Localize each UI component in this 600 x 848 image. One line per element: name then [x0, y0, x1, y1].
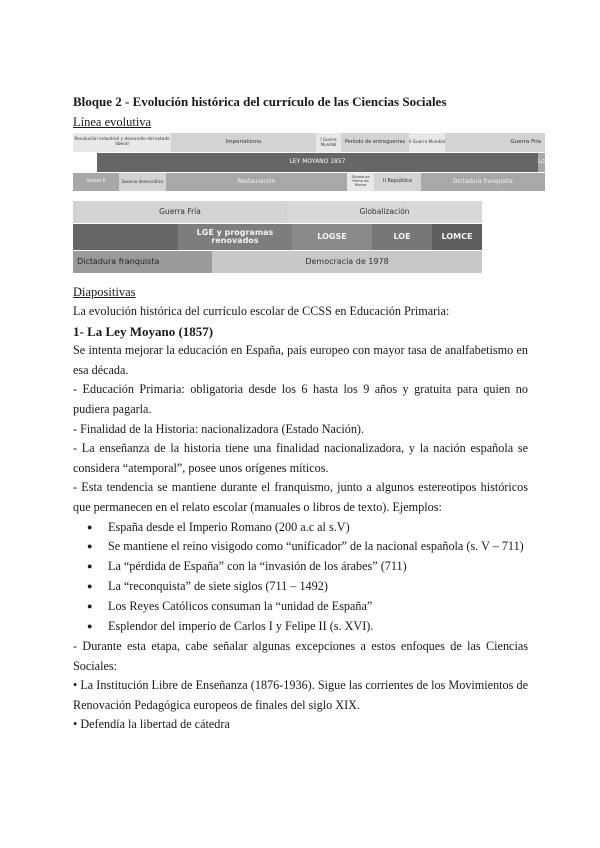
- intro-text: La evolución histórica del currículo escolar de CCSS en Educación Primaria:: [73, 304, 450, 318]
- timeline1-primo-rivera: Dictadura Primo de Rivera: [347, 173, 374, 191]
- paragraph: - Educación Primaria: obligatoria desde los 6 hasta los 9 años y gratuita para quien no pudiera pagarla.: [73, 382, 528, 416]
- timeline2-lomce: LOMCE: [432, 224, 482, 250]
- examples-list: [73, 518, 528, 637]
- timeline2-lge: LGE y programas renovados: [178, 224, 292, 250]
- paragraph: • La Institución Libre de Enseñanza (1876-1936). Sigue las corrientes de los Movimientos de Renovación Pedagógica europeos de finales del siglo XIX.: [73, 678, 528, 712]
- timeline2-dictadura-franquista: Dictadura franquista: [73, 251, 212, 273]
- timeline1-primera-guerra: I Guerra Mundial: [316, 133, 341, 152]
- timeline1-lg: LG: [538, 153, 545, 172]
- paragraph: Se intenta mejorar la educación en España, país europeo con mayor tasa de analfabetismo en esa década.: [73, 343, 528, 377]
- timeline1-sexenio: Sexenio democrático: [119, 173, 166, 191]
- body-content: [73, 302, 528, 735]
- timeline2-democracia: Democracia de 1978: [212, 251, 482, 273]
- linea-evolutiva-label: Línea evolutiva: [73, 115, 152, 129]
- paragraph: - La enseñanza de la historia tiene una finalidad nacionalizadora, y la nación española se considera “atemporal”, posee unos orígenes míticos.: [73, 441, 528, 475]
- list-item: ● La “pérdida de España” con la “invasión de los árabes” (711): [73, 557, 528, 577]
- timeline1-segunda-republica: II República: [374, 173, 421, 191]
- timeline1-revolucion-industrial: Revolución industrial y desarrollo del estado liberal: [73, 133, 171, 152]
- list-item: ● Esplendor del imperio de Carlos I y Felipe II (s. XVI).: [73, 617, 528, 637]
- timeline2-guerra-fria: Guerra Fría: [73, 201, 287, 223]
- list-item: ● Los Reyes Católicos consuman la “unidad de España”: [73, 597, 528, 617]
- timeline1-entreguerras: Período de entreguerras: [341, 133, 409, 152]
- timeline1-isabel-ii: Isabel II: [73, 173, 119, 191]
- timeline-1: [73, 133, 545, 191]
- timeline1-restauracion: Restauración: [166, 173, 347, 191]
- paragraph: • Defendía la libertad de cátedra: [73, 717, 230, 732]
- paragraph: - Durante esta etapa, cabe señalar algunas excepciones a estos enfoques de las Ciencias Sociales:: [73, 638, 528, 673]
- page-title: Bloque 2 - Evolución histórica del currículo de las Ciencias Sociales: [73, 94, 447, 109]
- list-item: ● La “reconquista” de siete siglos (711 – 1492): [73, 577, 528, 597]
- section-heading-ley-moyano: 1- La Ley Moyano (1857): [73, 323, 214, 339]
- timeline1-dictadura-franquista: Dictadura franquista: [421, 173, 545, 191]
- timeline1-segunda-guerra: II Guerra Mundial: [409, 133, 445, 152]
- timeline1-guerra-fria: Guerra Fría: [445, 133, 545, 152]
- timeline-2: [73, 201, 482, 273]
- timeline2-blank: [73, 224, 178, 250]
- timeline1-imperialismo: Imperialismo: [171, 133, 316, 152]
- diapositivas-label: Diapositivas: [73, 285, 136, 299]
- list-item: ● Se mantiene el reino visigodo como “unificador” de la nacional española (s. V – 711): [73, 537, 528, 557]
- list-item: ● España desde el Imperio Romano (200 a.c al s.V): [73, 518, 528, 538]
- timeline2-globalizacion: Globalización: [287, 201, 482, 223]
- timeline2-logse: LOGSE: [292, 224, 372, 250]
- paragraph: - Finalidad de la Historia: nacionalizadora (Estado Nación).: [73, 421, 365, 436]
- paragraph: - Esta tendencia se mantiene durante el franquismo, junto a algunos estereotipos históricos que permanecen en el relato escolar (manuales o libros de texto). Ejemplos:: [73, 480, 528, 514]
- timeline2-loe: LOE: [372, 224, 432, 250]
- timeline1-ley-moyano: LEY MOYANO 1857: [97, 153, 538, 172]
